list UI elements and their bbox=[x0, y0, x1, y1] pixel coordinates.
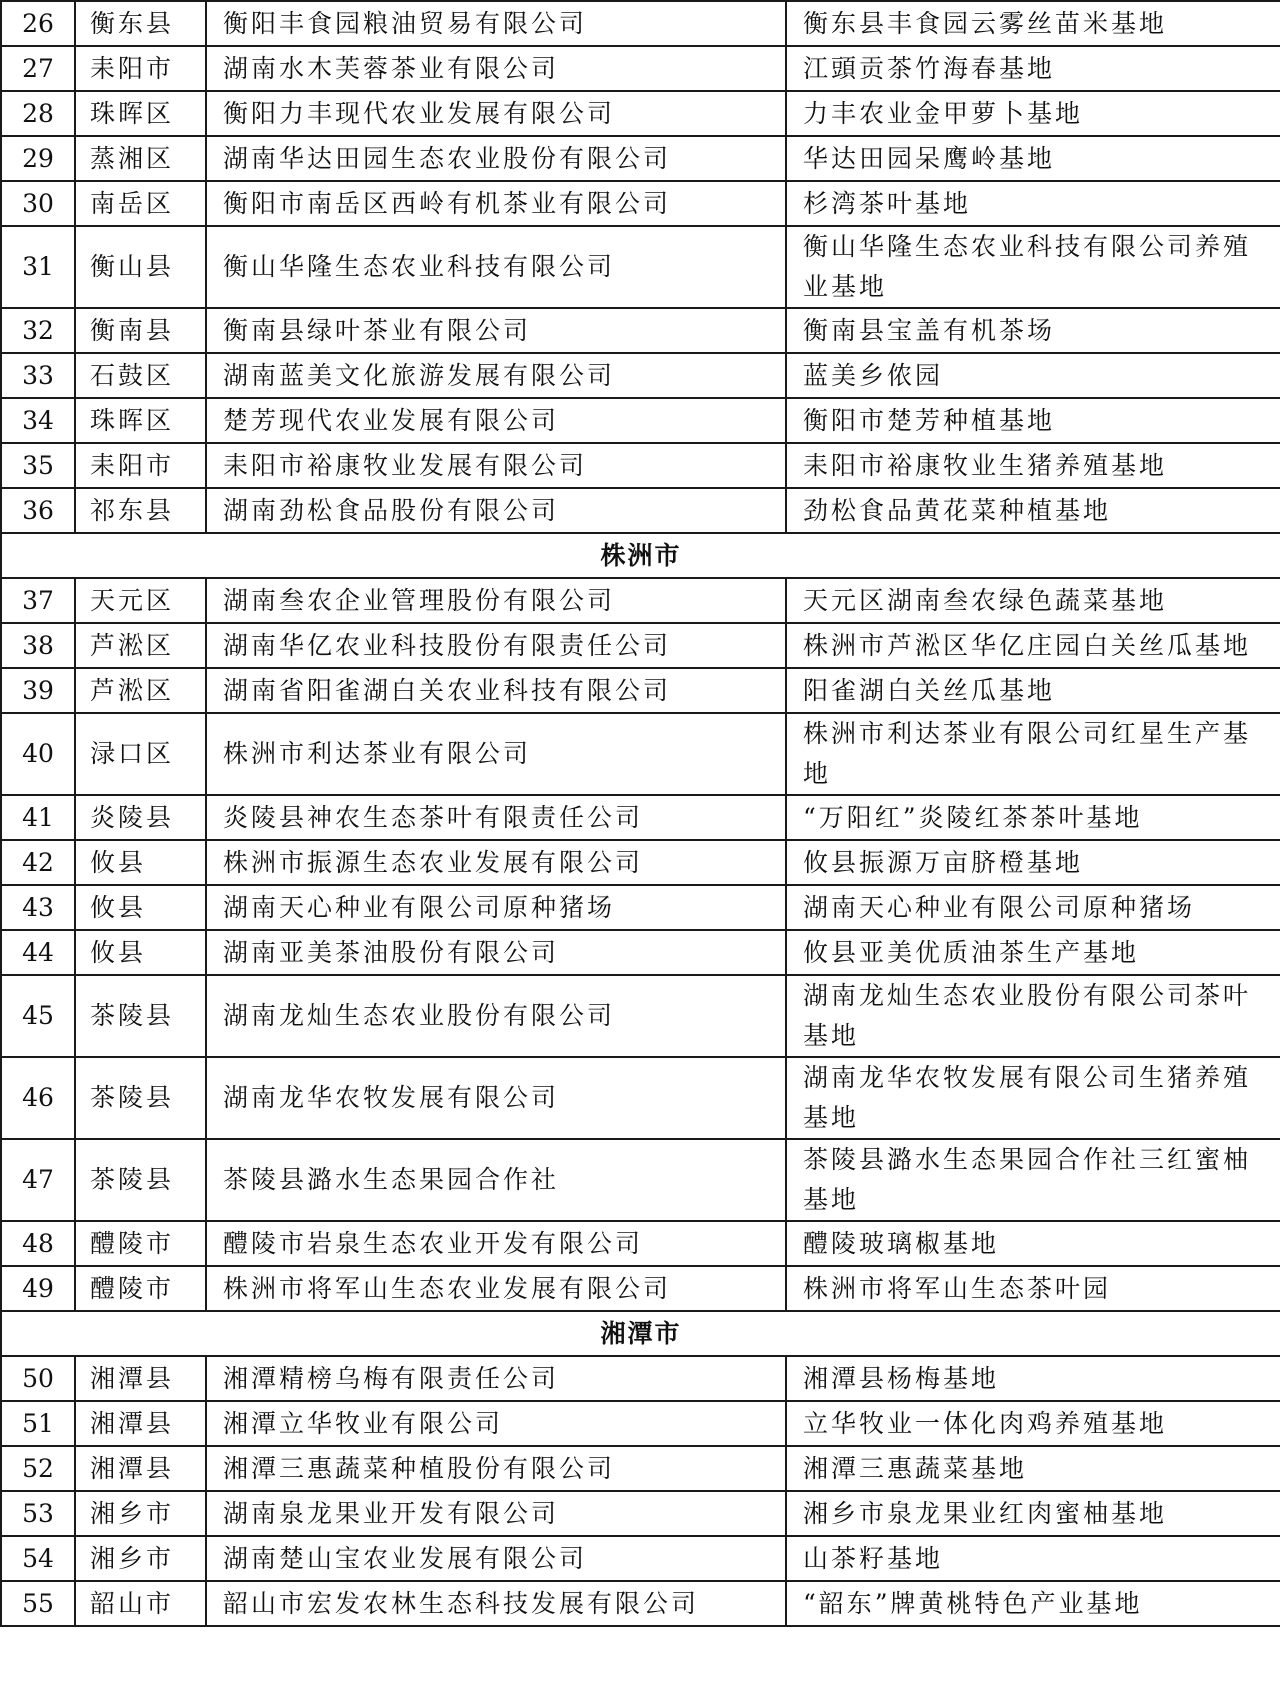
base-name-cell: 衡山华隆生态农业科技有限公司养殖业基地 bbox=[786, 226, 1280, 308]
county-cell: 衡南县 bbox=[75, 308, 206, 353]
county-cell: 湘潭县 bbox=[75, 1401, 206, 1446]
base-name-cell: 茶陵县潞水生态果园合作社三红蜜柚基地 bbox=[786, 1139, 1280, 1221]
company-cell: 湘潭立华牧业有限公司 bbox=[206, 1401, 786, 1446]
company-cell: 湖南天心种业有限公司原种猪场 bbox=[206, 885, 786, 930]
base-name-cell: 劲松食品黄花菜种植基地 bbox=[786, 488, 1280, 533]
county-cell: 珠晖区 bbox=[75, 398, 206, 443]
base-name-cell: “万阳红”炎陵红茶茶叶基地 bbox=[786, 795, 1280, 840]
company-cell: 湘潭三惠蔬菜种植股份有限公司 bbox=[206, 1446, 786, 1491]
base-name-cell: 湖南龙华农牧发展有限公司生猪养殖基地 bbox=[786, 1057, 1280, 1139]
row-number: 47 bbox=[1, 1139, 75, 1221]
table-row bbox=[1, 885, 1280, 930]
row-number: 41 bbox=[1, 795, 75, 840]
county-cell: 芦淞区 bbox=[75, 623, 206, 668]
county-cell: 醴陵市 bbox=[75, 1266, 206, 1311]
row-number: 51 bbox=[1, 1401, 75, 1446]
company-cell: 茶陵县潞水生态果园合作社 bbox=[206, 1139, 786, 1221]
city-header-row bbox=[1, 533, 1280, 578]
base-name-cell: 阳雀湖白关丝瓜基地 bbox=[786, 668, 1280, 713]
table-body bbox=[1, 1, 1280, 1626]
table-row bbox=[1, 308, 1280, 353]
base-name-cell: 湖南天心种业有限公司原种猪场 bbox=[786, 885, 1280, 930]
company-cell: 耒阳市裕康牧业发展有限公司 bbox=[206, 443, 786, 488]
company-cell: 湖南水木芙蓉茶业有限公司 bbox=[206, 46, 786, 91]
table-row bbox=[1, 1536, 1280, 1581]
table-row bbox=[1, 398, 1280, 443]
row-number: 40 bbox=[1, 713, 75, 795]
city-header-row bbox=[1, 1311, 1280, 1356]
row-number: 43 bbox=[1, 885, 75, 930]
row-number: 38 bbox=[1, 623, 75, 668]
county-cell: 芦淞区 bbox=[75, 668, 206, 713]
base-name-cell: 杉湾茶叶基地 bbox=[786, 181, 1280, 226]
base-name-cell: 攸县亚美优质油茶生产基地 bbox=[786, 930, 1280, 975]
table-row bbox=[1, 181, 1280, 226]
table-row bbox=[1, 578, 1280, 623]
base-name-cell: “韶东”牌黄桃特色产业基地 bbox=[786, 1581, 1280, 1626]
county-cell: 耒阳市 bbox=[75, 443, 206, 488]
table-row bbox=[1, 1356, 1280, 1401]
county-cell: 湘潭县 bbox=[75, 1446, 206, 1491]
company-cell: 衡阳力丰现代农业发展有限公司 bbox=[206, 91, 786, 136]
county-cell: 攸县 bbox=[75, 930, 206, 975]
base-name-cell: 株洲市利达茶业有限公司红星生产基地 bbox=[786, 713, 1280, 795]
row-number: 53 bbox=[1, 1491, 75, 1536]
table-row bbox=[1, 1221, 1280, 1266]
county-cell: 渌口区 bbox=[75, 713, 206, 795]
base-name-cell: 华达田园呆鹰岭基地 bbox=[786, 136, 1280, 181]
table-row bbox=[1, 136, 1280, 181]
row-number: 34 bbox=[1, 398, 75, 443]
county-cell: 攸县 bbox=[75, 885, 206, 930]
table-row bbox=[1, 1491, 1280, 1536]
base-name-cell: 醴陵玻璃椒基地 bbox=[786, 1221, 1280, 1266]
county-cell: 醴陵市 bbox=[75, 1221, 206, 1266]
base-name-cell: 山茶籽基地 bbox=[786, 1536, 1280, 1581]
table-row bbox=[1, 1266, 1280, 1311]
row-number: 44 bbox=[1, 930, 75, 975]
base-name-cell: 衡东县丰食园云雾丝苗米基地 bbox=[786, 1, 1280, 46]
county-cell: 衡东县 bbox=[75, 1, 206, 46]
county-cell: 耒阳市 bbox=[75, 46, 206, 91]
base-name-cell: 湘潭三惠蔬菜基地 bbox=[786, 1446, 1280, 1491]
company-cell: 衡南县绿叶茶业有限公司 bbox=[206, 308, 786, 353]
company-cell: 株洲市振源生态农业发展有限公司 bbox=[206, 840, 786, 885]
company-cell: 湖南劲松食品股份有限公司 bbox=[206, 488, 786, 533]
county-cell: 茶陵县 bbox=[75, 975, 206, 1057]
company-cell: 湖南蓝美文化旅游发展有限公司 bbox=[206, 353, 786, 398]
company-cell: 楚芳现代农业发展有限公司 bbox=[206, 398, 786, 443]
row-number: 32 bbox=[1, 308, 75, 353]
base-name-cell: 天元区湖南叁农绿色蔬菜基地 bbox=[786, 578, 1280, 623]
row-number: 33 bbox=[1, 353, 75, 398]
base-name-cell: 衡阳市楚芳种植基地 bbox=[786, 398, 1280, 443]
table-row bbox=[1, 795, 1280, 840]
table-row bbox=[1, 1, 1280, 46]
table-row bbox=[1, 930, 1280, 975]
base-name-cell: 蓝美乡侬园 bbox=[786, 353, 1280, 398]
row-number: 42 bbox=[1, 840, 75, 885]
county-cell: 炎陵县 bbox=[75, 795, 206, 840]
county-cell: 祁东县 bbox=[75, 488, 206, 533]
county-cell: 珠晖区 bbox=[75, 91, 206, 136]
row-number: 30 bbox=[1, 181, 75, 226]
row-number: 26 bbox=[1, 1, 75, 46]
base-name-cell: 株洲市将军山生态茶叶园 bbox=[786, 1266, 1280, 1311]
company-cell: 湖南泉龙果业开发有限公司 bbox=[206, 1491, 786, 1536]
row-number: 52 bbox=[1, 1446, 75, 1491]
company-cell: 湖南龙华农牧发展有限公司 bbox=[206, 1057, 786, 1139]
company-cell: 衡阳丰食园粮油贸易有限公司 bbox=[206, 1, 786, 46]
table-row bbox=[1, 1446, 1280, 1491]
county-cell: 攸县 bbox=[75, 840, 206, 885]
county-cell: 南岳区 bbox=[75, 181, 206, 226]
company-cell: 湖南龙灿生态农业股份有限公司 bbox=[206, 975, 786, 1057]
base-name-cell: 湖南龙灿生态农业股份有限公司茶叶基地 bbox=[786, 975, 1280, 1057]
city-heading: 株洲市 bbox=[1, 533, 1280, 578]
base-name-cell: 力丰农业金甲萝卜基地 bbox=[786, 91, 1280, 136]
county-cell: 韶山市 bbox=[75, 1581, 206, 1626]
company-cell: 湖南楚山宝农业发展有限公司 bbox=[206, 1536, 786, 1581]
company-cell: 醴陵市岩泉生态农业开发有限公司 bbox=[206, 1221, 786, 1266]
row-number: 27 bbox=[1, 46, 75, 91]
table-row bbox=[1, 1139, 1280, 1221]
table-row bbox=[1, 623, 1280, 668]
table-row bbox=[1, 226, 1280, 308]
company-cell: 韶山市宏发农林生态科技发展有限公司 bbox=[206, 1581, 786, 1626]
company-cell: 湖南省阳雀湖白关农业科技有限公司 bbox=[206, 668, 786, 713]
row-number: 45 bbox=[1, 975, 75, 1057]
base-name-cell: 攸县振源万亩脐橙基地 bbox=[786, 840, 1280, 885]
table-row bbox=[1, 840, 1280, 885]
county-cell: 湘潭县 bbox=[75, 1356, 206, 1401]
row-number: 46 bbox=[1, 1057, 75, 1139]
company-cell: 株洲市利达茶业有限公司 bbox=[206, 713, 786, 795]
county-cell: 湘乡市 bbox=[75, 1536, 206, 1581]
table-row bbox=[1, 488, 1280, 533]
base-name-cell: 江頭贡茶竹海春基地 bbox=[786, 46, 1280, 91]
city-heading: 湘潭市 bbox=[1, 1311, 1280, 1356]
company-cell: 湖南华亿农业科技股份有限责任公司 bbox=[206, 623, 786, 668]
base-name-cell: 衡南县宝盖有机茶场 bbox=[786, 308, 1280, 353]
base-name-cell: 株洲市芦淞区华亿庄园白关丝瓜基地 bbox=[786, 623, 1280, 668]
table-row bbox=[1, 46, 1280, 91]
row-number: 37 bbox=[1, 578, 75, 623]
company-cell: 株洲市将军山生态农业发展有限公司 bbox=[206, 1266, 786, 1311]
table-row bbox=[1, 91, 1280, 136]
table-row bbox=[1, 1057, 1280, 1139]
company-cell: 湖南华达田园生态农业股份有限公司 bbox=[206, 136, 786, 181]
company-cell: 湖南叁农企业管理股份有限公司 bbox=[206, 578, 786, 623]
row-number: 49 bbox=[1, 1266, 75, 1311]
table-row bbox=[1, 668, 1280, 713]
company-cell: 湖南亚美茶油股份有限公司 bbox=[206, 930, 786, 975]
row-number: 35 bbox=[1, 443, 75, 488]
company-cell: 湘潭精榜乌梅有限责任公司 bbox=[206, 1356, 786, 1401]
table-row bbox=[1, 975, 1280, 1057]
base-name-cell: 立华牧业一体化肉鸡养殖基地 bbox=[786, 1401, 1280, 1446]
row-number: 55 bbox=[1, 1581, 75, 1626]
row-number: 54 bbox=[1, 1536, 75, 1581]
company-cell: 衡山华隆生态农业科技有限公司 bbox=[206, 226, 786, 308]
table-row bbox=[1, 1401, 1280, 1446]
row-number: 39 bbox=[1, 668, 75, 713]
base-name-cell: 湘乡市泉龙果业红肉蜜柚基地 bbox=[786, 1491, 1280, 1536]
county-cell: 天元区 bbox=[75, 578, 206, 623]
row-number: 31 bbox=[1, 226, 75, 308]
table-row bbox=[1, 353, 1280, 398]
row-number: 48 bbox=[1, 1221, 75, 1266]
county-cell: 湘乡市 bbox=[75, 1491, 206, 1536]
base-name-cell: 耒阳市裕康牧业生猪养殖基地 bbox=[786, 443, 1280, 488]
table-row bbox=[1, 443, 1280, 488]
company-cell: 衡阳市南岳区西岭有机茶业有限公司 bbox=[206, 181, 786, 226]
row-number: 36 bbox=[1, 488, 75, 533]
row-number: 50 bbox=[1, 1356, 75, 1401]
row-number: 28 bbox=[1, 91, 75, 136]
table-row bbox=[1, 1581, 1280, 1626]
row-number: 29 bbox=[1, 136, 75, 181]
table-row bbox=[1, 713, 1280, 795]
county-cell: 茶陵县 bbox=[75, 1139, 206, 1221]
company-cell: 炎陵县神农生态茶叶有限责任公司 bbox=[206, 795, 786, 840]
county-cell: 茶陵县 bbox=[75, 1057, 206, 1139]
county-cell: 蒸湘区 bbox=[75, 136, 206, 181]
base-name-cell: 湘潭县杨梅基地 bbox=[786, 1356, 1280, 1401]
county-cell: 衡山县 bbox=[75, 226, 206, 308]
county-cell: 石鼓区 bbox=[75, 353, 206, 398]
